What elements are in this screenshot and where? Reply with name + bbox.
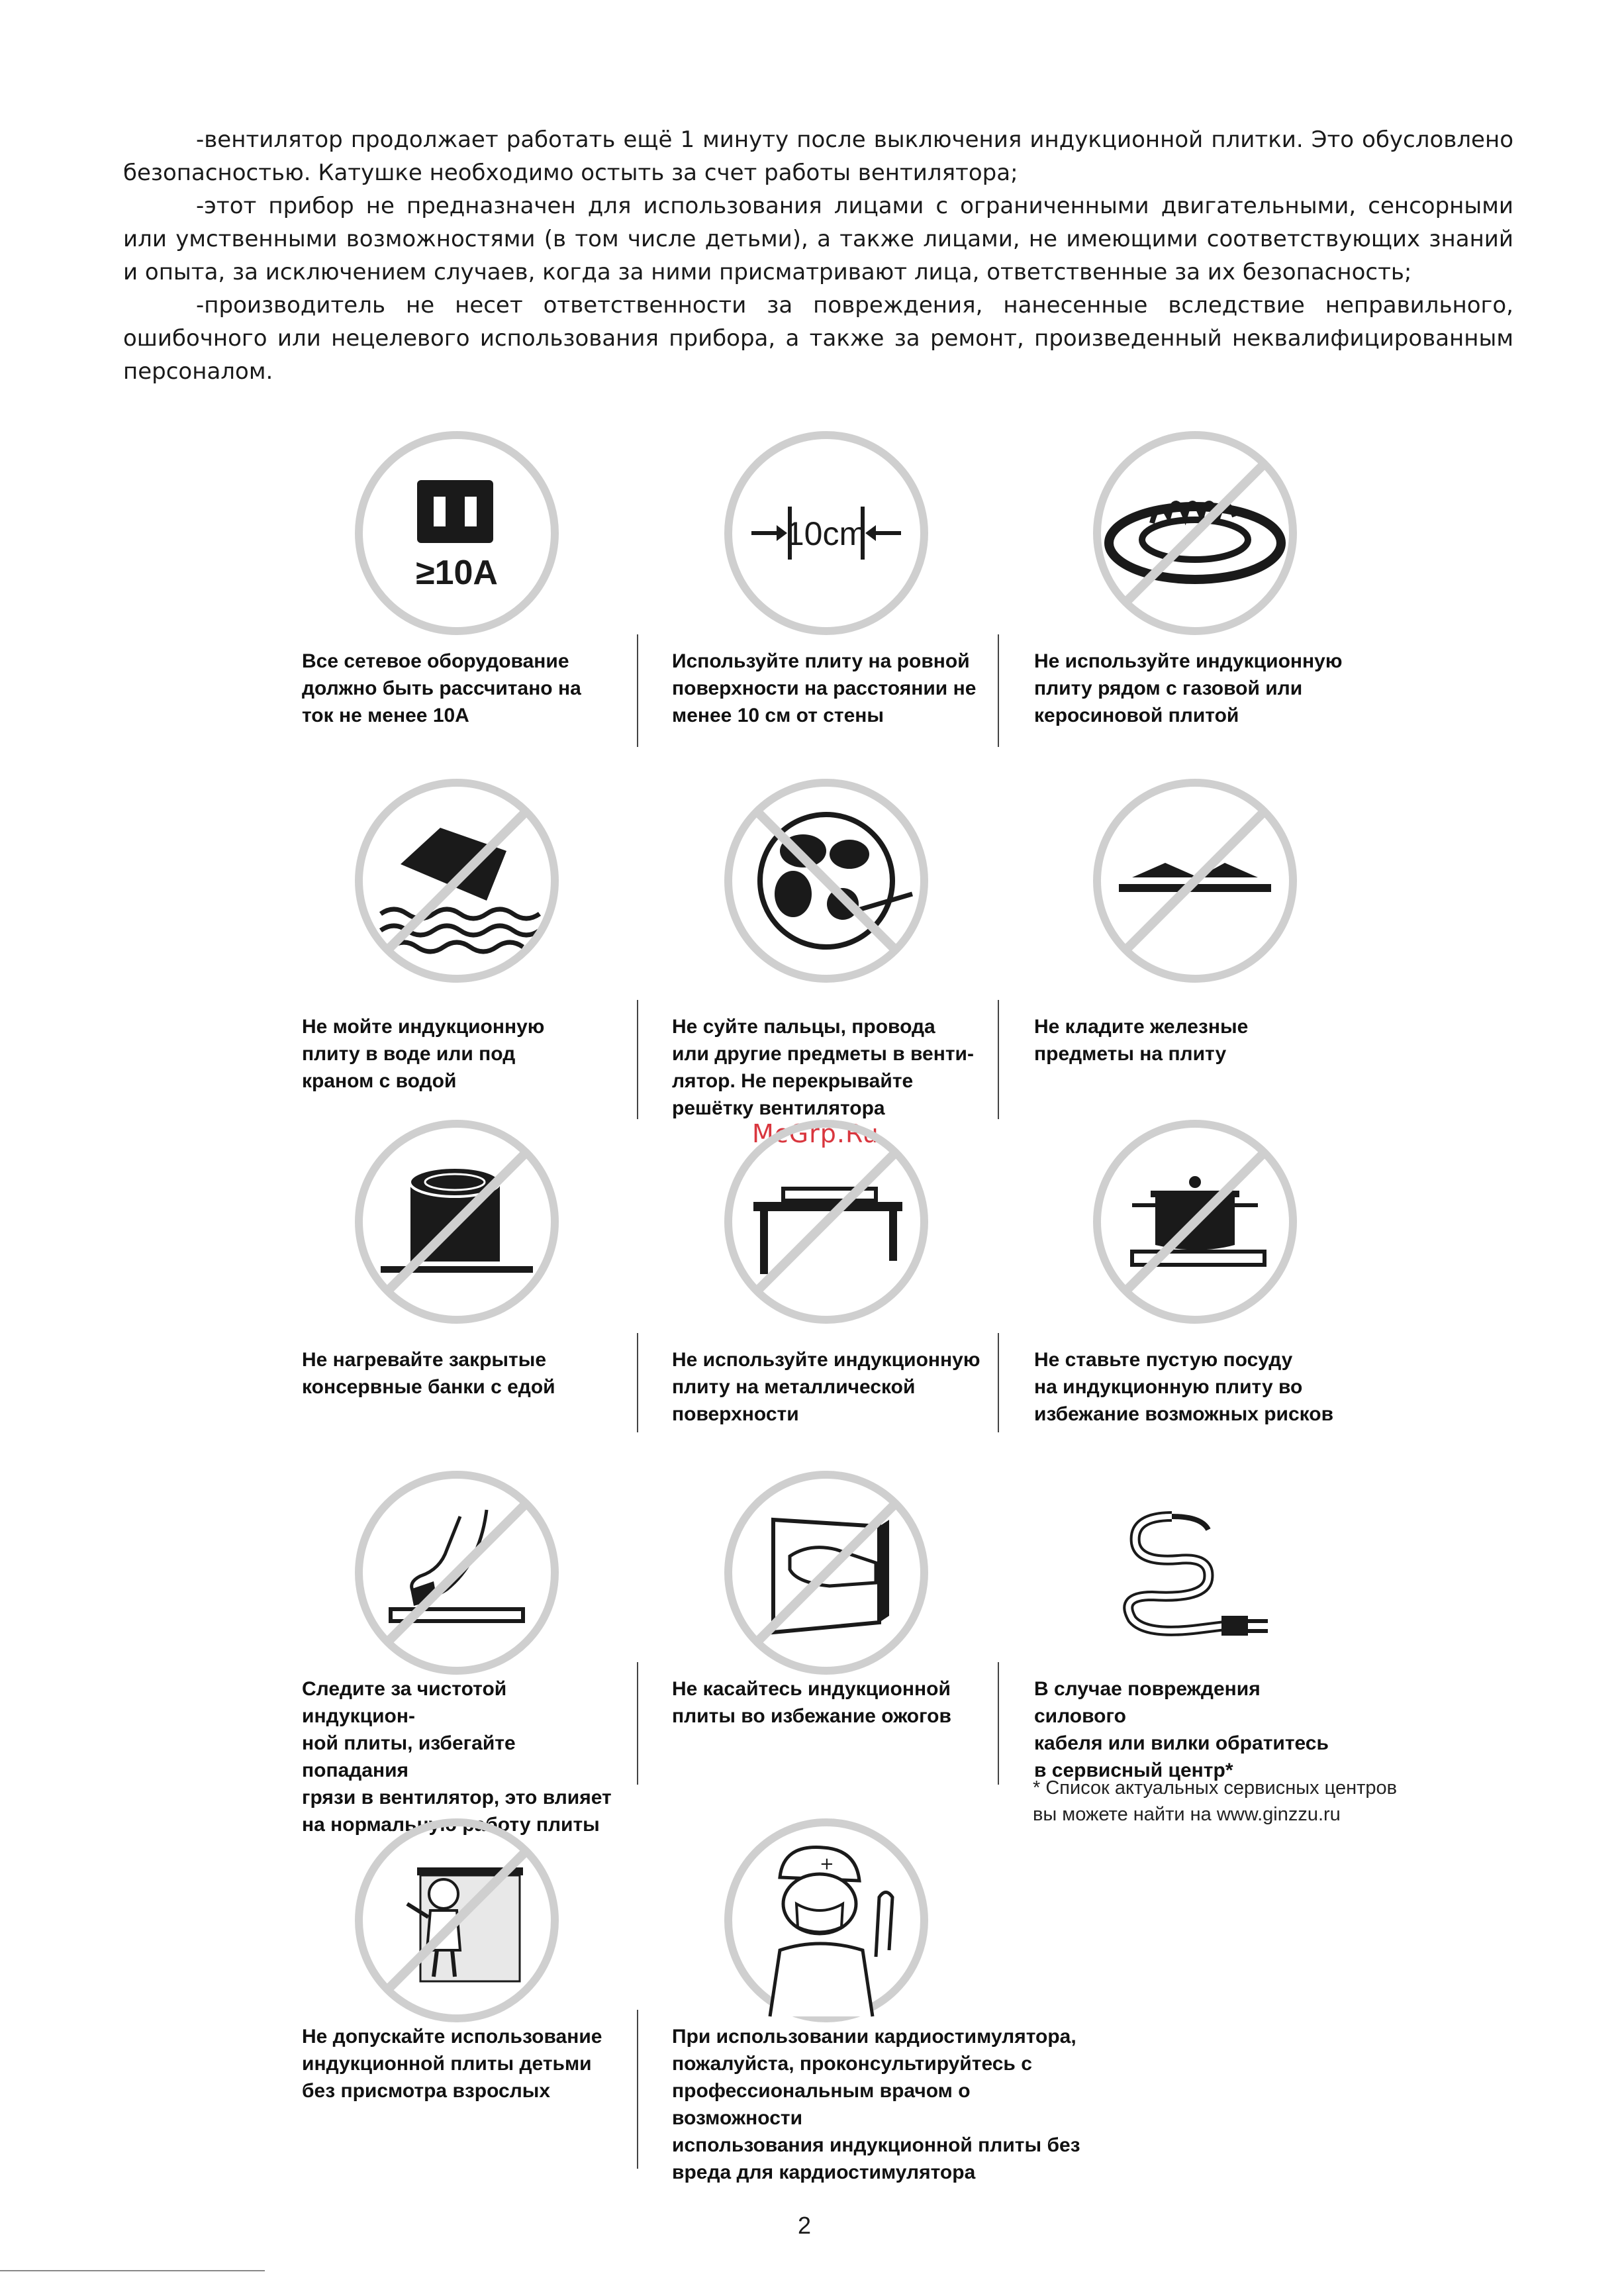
warning-caption: Не используйте индукционную плиту на металлической поверхности: [672, 1349, 980, 1425]
column-divider: [637, 1662, 638, 1785]
warning-caption: В случае повреждения силового кабеля или вилки обратитесь в сервисный центр*: [1034, 1678, 1329, 1781]
column-divider: [637, 2010, 638, 2169]
page-number: 2: [798, 2212, 812, 2239]
column-divider: [998, 634, 999, 747]
no-empty-pot-icon: [1092, 1119, 1298, 1324]
warning-caption: При использовании кардиостимулятора, пожалуйста, проконсультируйтесь с профессиональным врачом о возможности использования индукционной плиты без вреда для кардиостимулятора: [672, 2026, 1080, 2183]
bottom-rule: [0, 2270, 265, 2271]
no-fingers-in-fan-icon: [724, 778, 929, 983]
watermark: McGrp.Ru: [752, 1119, 879, 1148]
warning-caption: Не кладите железные предметы на плиту: [1034, 1016, 1249, 1065]
column-divider: [637, 1333, 638, 1432]
keep-clean-icon: [354, 1470, 559, 1675]
no-metal-surface-icon: [724, 1119, 929, 1324]
gas-burner-prohibited-icon: [1092, 430, 1298, 636]
doctor-pacemaker-icon: [724, 1818, 929, 2023]
intro-paragraph: -производитель не несет ответственности за повреждения, нанесенные вследствие неправильного, ошибочного или нецелевого использования прибора, а также за ремонт, произведенный неквалифицированным персоналом.: [123, 292, 1513, 385]
column-divider: [637, 1000, 638, 1119]
power-outlet-icon: [354, 430, 559, 636]
warning-caption: Не используйте индукционную плиту рядом с газовой или керосиновой плитой: [1034, 650, 1343, 726]
svg-text:+: +: [820, 1854, 834, 1874]
no-children-unsupervised-icon: [354, 1818, 559, 2023]
warning-caption: Не касайтесь индукционной плиты во избежание ожогов: [672, 1678, 951, 1727]
column-divider: [998, 1000, 999, 1119]
warning-caption: Не допускайте использование индукционной плиты детьми без присмотра взрослых: [302, 2026, 602, 2102]
power-rating-label: ≥10A: [416, 554, 498, 592]
distance-label: 10cm: [785, 515, 867, 552]
warning-caption: Используйте плиту на ровной поверхности на расстоянии не менее 10 см от стены: [672, 650, 977, 726]
warning-caption: Следите за чистотой индукцион- ной плиты, избегайте попадания грязи в вентилятор, это влияет на нормальную работу плиты: [302, 1678, 612, 1836]
intro-paragraph: -этот прибор не предназначен для использования лицами с ограниченными двигательными, сенсорными или умственными возможностями (в том числе детьми), а также лицами, не имеющими соответствующих знаний и опыта, за исключением случаев, когда за ними присматривают лица, ответственные за их безопасность;: [123, 193, 1513, 285]
intro-paragraph: -вентилятор продолжает работать ещё 1 минуту после выключения индукционной плитки. Это обусловлено безопасностью. Катушке необходимо остыть за счет работы вентилятора;: [123, 126, 1513, 186]
hot-surface-no-touch-icon: [724, 1470, 929, 1675]
damaged-cable-plug-icon: [1092, 1470, 1298, 1675]
no-water-wash-icon: [354, 778, 559, 983]
warning-caption: Не суйте пальцы, провода или другие предметы в венти- лятор. Не перекрывайте решётку вентилятора: [672, 1016, 974, 1119]
warning-caption: Все сетевое оборудование должно быть рассчитано на ток не менее 10А: [302, 650, 581, 726]
warning-caption: Не нагревайте закрытые консервные банки с едой: [302, 1349, 555, 1398]
warning-caption: Не ставьте пустую посуду на индукционную плиту во избежание возможных рисков: [1034, 1349, 1334, 1425]
column-divider: [998, 1333, 999, 1432]
distance-from-wall-icon: [724, 430, 929, 636]
no-metal-objects-icon: [1092, 778, 1298, 983]
column-divider: [998, 1662, 999, 1785]
service-center-footnote: * Список актуальных сервисных центров вы можете найти на www.ginzzu.ru: [1033, 1777, 1398, 1825]
intro-text: [123, 123, 1513, 388]
column-divider: [637, 634, 638, 747]
warning-caption: Не мойте индукционную плиту в воде или под краном с водой: [302, 1016, 545, 1092]
no-sealed-cans-icon: [354, 1119, 559, 1324]
